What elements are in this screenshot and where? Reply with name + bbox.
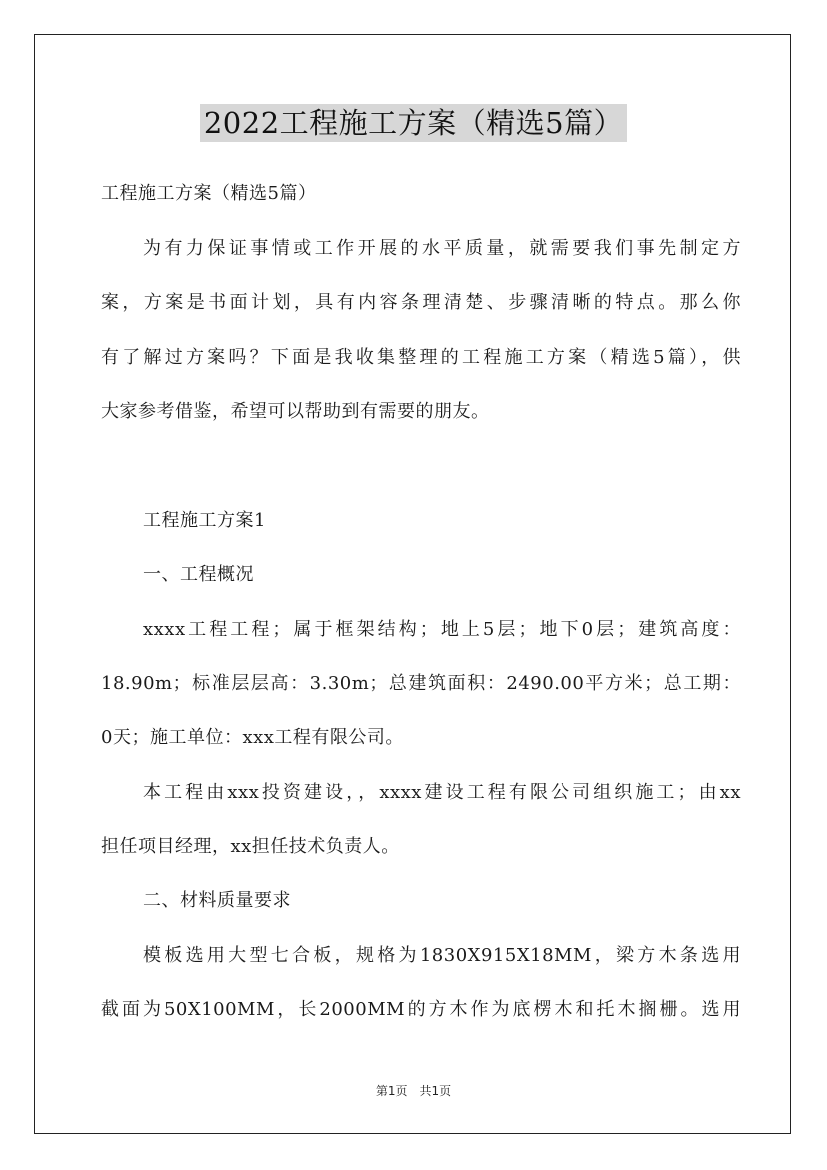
document-subtitle: 工程施工方案（精选5篇） [101,183,317,204]
section-heading: 工程施工方案1 [143,510,266,531]
heading-materials: 二、材料质量要求 [143,890,291,911]
page-number: 第1页 共1页 [375,1084,452,1098]
overview-line: 18.90m；标准层层高：3.30m；总建筑面积：2490.00平方米；总工期： [101,673,741,694]
material-line: 模板选用大型七合板，规格为1830X915X18MM，梁方木条选用 [143,945,741,966]
builder-line: 本工程由xxx投资建设，，xxxx建设工程有限公司组织施工；由xx [143,782,741,803]
intro-line: 为有力保证事情或工作开展的水平质量，就需要我们事先制定方 [143,238,741,259]
builder-line: 担任项目经理，xx担任技术负责人。 [101,836,400,857]
material-line: 截面为50X100MM，长2000MM的方木作为底楞木和托木搁栅。选用 [101,999,741,1020]
document-title: 2022工程施工方案（精选5篇） [200,104,627,142]
overview-line: 0天；施工单位：xxx工程有限公司。 [101,727,404,748]
heading-overview: 一、工程概况 [143,564,254,585]
overview-line: xxxx工程工程；属于框架结构；地上5层；地下0层；建筑高度： [143,619,741,640]
intro-line: 案，方案是书面计划，具有内容条理清楚、步骤清晰的特点。那么你 [101,292,741,313]
intro-line: 有了解过方案吗？下面是我收集整理的工程施工方案（精选5篇），供 [101,347,741,368]
intro-line: 大家参考借鉴，希望可以帮助到有需要的朋友。 [101,401,490,422]
